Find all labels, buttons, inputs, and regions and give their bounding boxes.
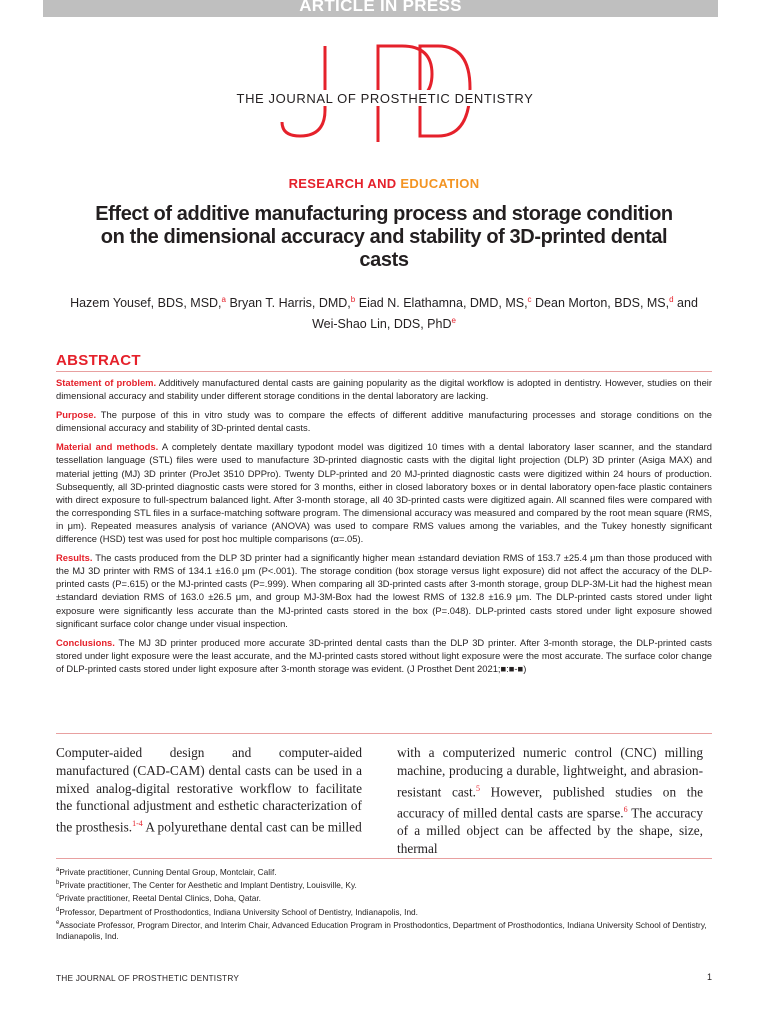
abstract-text: A completely dentate maxillary typodont model was digitized 10 times with a dental laboratory laser scanner, and the standard tessellation language (STL) files were used to manufacture 3D-printed diagnostic casts with the digital light projection (DLP) 3D printer (Asiga MAX) and material jetting (MJ) 3D printer (ProJet 3510 DPPro). Twenty DLP-printed and 20 MJ-printed diagnostic casts were digitized within 24 hours of production. Subsequently, all 3D-printed diagnostic casts were stored for 3 months, either in closed laboratory boxes or in dental laboratory open-face plastic containers with direct exposure to full-spectrum balanced light. After 3-month storage, all 40 3D-printed casts were digitized again. All scanned files were compared with the corresponding STL files in a surface-matching software program. The dimensional accuracy was measured and compared by the root mean square (RMS, in μm). Repeated measures analysis of variance (ANOVA) was used to compare RMS values among the variables, and the Tukey honestly significant difference (HSD) test was used for post hoc multiple comparisons (α=.05). (56, 441, 712, 545)
abstract-section-methods (56, 440, 712, 545)
section-label (0, 176, 768, 191)
section-word-research: RESEARCH AND (288, 176, 397, 191)
abstract-section-purpose (56, 408, 712, 434)
author-name: Eiad N. Elathamna, DMD, MS, (358, 296, 528, 311)
jpd-logo (220, 38, 550, 142)
affiliation-footnotes (56, 865, 712, 942)
abstract-text: The casts produced from the DLP 3D printer had a significantly higher mean ±standard deviation RMS of 153.7 ±25.4 μm than those produced with the MJ 3D printer with RMS of 134.1 ±16.0 μm (P<.001). The storage condition (box storage versus light exposure) did not affect the accuracy of the DLP-printed casts (P=.615) or the MJ-printed casts (P=.999). When comparing all 3D-printed casts after 3-month storage, group DLP-3M-Lit had the highest mean ±standard deviation RMS of 163.0 ±26.5 μm, and group MJ-3M-Box had the lowest RMS of 132.8 ±16.9 μm. The DLP-printed casts stored under light exposure were significantly less accurate than the MJ-printed casts stored in the box (P=.048). DLP-printed casts stored under light exposure showed significant surface color change under visual inspection. (56, 552, 713, 629)
footnote-mark: b (56, 880, 60, 887)
footnote-text: Professor, Department of Prosthodontics, Indiana University School of Dentistry, Indianapolis, Ind. (59, 906, 418, 917)
citation-link[interactable]: 6 (623, 804, 628, 814)
author-affiliation-mark: c (527, 295, 532, 304)
author-name: Dean Morton, BDS, MS, (535, 296, 670, 311)
article-title (84, 203, 684, 272)
footer-journal-name: THE JOURNAL OF PROSTHETIC DENTISTRY (56, 973, 240, 983)
author-name: Bryan T. Harris, DMD, (229, 296, 351, 311)
abstract-section-conclusions (56, 636, 712, 675)
footnote-item (56, 905, 712, 918)
footnote-item (56, 891, 712, 904)
abstract-section-problem (56, 376, 712, 402)
abstract-bottom-divider (56, 733, 712, 734)
citation-link[interactable]: 5 (475, 783, 480, 793)
page-number: 1 (706, 972, 712, 982)
footnote-item (56, 878, 712, 891)
footnote-text: Private practitioner, Reetal Dental Clinics, Doha, Qatar. (59, 893, 261, 904)
body-text: with a computerized numeric control (CNC) milling machine, producing a durable, lightweight, and abrasion-resistant cast. (397, 745, 703, 800)
author-name: Wei-Shao Lin, DDS, PhD (312, 317, 452, 332)
abstract-text: Additively manufactured dental casts are gaining popularity as the digital workflow is adopted in dentistry. However, studies on their dimensional accuracy and stability under different storage conditions in the dental laboratory are lacking. (56, 377, 713, 402)
footnote-divider (56, 858, 712, 859)
author-affiliation-mark: a (221, 295, 226, 304)
footnote-item (56, 865, 712, 878)
body-text: However, published studies on the accuracy of milled dental casts are sparse. (397, 784, 703, 821)
citation-link[interactable]: 1-4 (132, 819, 143, 829)
author-conjunction: and (677, 296, 698, 311)
abstract-heading: ABSTRACT (56, 352, 141, 369)
body-text: Computer-aided design and computer-aided manufactured (CAD-CAM) dental casts can be used in a mixed analog-digital restorative workflow to facilitate the functional adjustment and esthetic characterization of the prosthesis. (56, 745, 362, 835)
abstract-section-results (56, 551, 712, 630)
body-text: A polyurethane dental cast can be milled (142, 819, 362, 835)
title-line: on the dimensional accuracy and stability of 3D-printed dental (100, 226, 668, 248)
body-column-left (56, 744, 362, 836)
abstract-label: Statement of problem. (56, 377, 157, 388)
abstract-divider (56, 371, 712, 372)
abstract-text: The MJ 3D printer produced more accurate 3D-printed dental casts than the DLP 3D printer. After 3-month storage, the DLP-printed casts stored under light exposure were the least accurate, and the MJ-printed casts stored without light exposure were the most accurate. The surface color change of DLP-printed casts stored under light exposure after 3-month storage was evident. (J Prosthet Dent 2021;■:■-■) (56, 636, 712, 674)
author-affiliation-mark: e (451, 316, 456, 326)
abstract-body (56, 376, 712, 681)
title-line: casts (359, 249, 409, 271)
abstract-label: Results. (56, 552, 93, 564)
abstract-label: Conclusions. (56, 636, 115, 648)
abstract-label: Purpose. (56, 409, 97, 421)
footnote-text: Associate Professor, Program Director, and Interim Chair, Advanced Education Program in Prosthodontics, Department of Prosthodontics, Indiana University School of Dentistry, Indianapolis, Ind. (56, 919, 707, 941)
body-text: The accuracy of a milled object can be affected by the shape, size, thermal (397, 805, 703, 856)
abstract-text: The purpose of this in vitro study was to compare the effects of different additive manufacturing processes and storage conditions on the dimensional accuracy and stability of 3D-printed dental casts. (56, 409, 713, 434)
footnote-item (56, 918, 712, 943)
logo-journal-name: THE JOURNAL OF PROSTHETIC DENTISTRY (236, 91, 534, 106)
footnote-mark: e (56, 919, 60, 926)
author-affiliation-mark: b (350, 295, 356, 304)
author-name: Hazem Yousef, BDS, MSD, (70, 296, 222, 311)
article-in-press-banner (43, 0, 718, 17)
footnote-text: Private practitioner, Cunning Dental Group, Montclair, Calif. (59, 866, 277, 877)
footnote-mark: c (56, 893, 59, 900)
title-line: Effect of additive manufacturing process and storage condition (95, 203, 673, 225)
footnote-mark: d (56, 906, 60, 913)
footnote-text: Private practitioner, The Center for Aesthetic and Implant Dentistry, Louisville, Ky. (59, 879, 357, 890)
section-word-education: EDUCATION (400, 176, 480, 191)
abstract-label: Material and methods. (56, 441, 159, 453)
body-column-right (397, 744, 703, 858)
footnote-mark: a (56, 867, 60, 873)
author-list (40, 291, 728, 333)
banner-text: ARTICLE IN PRESS (299, 0, 462, 15)
author-affiliation-mark: d (669, 295, 674, 304)
